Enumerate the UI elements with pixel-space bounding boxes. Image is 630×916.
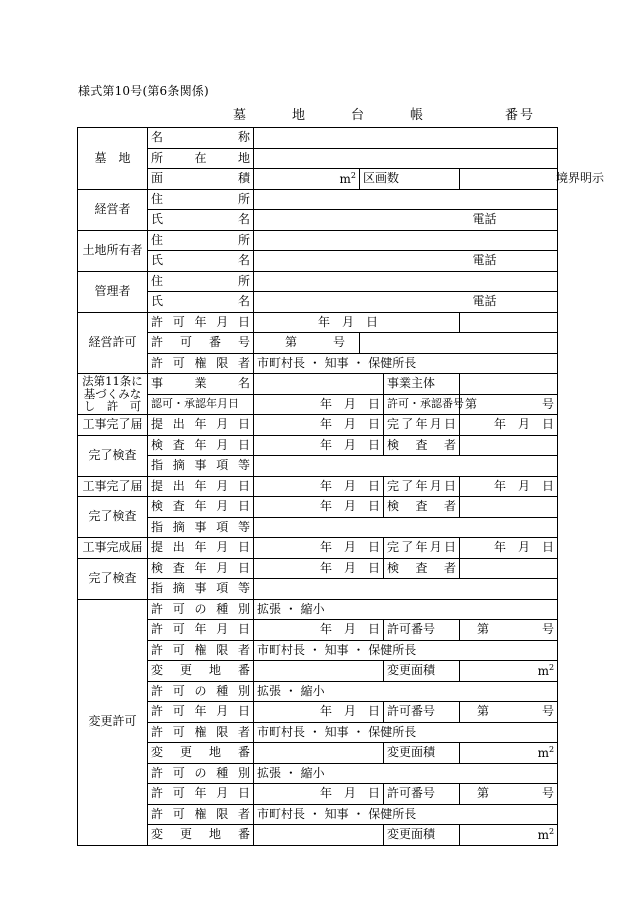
art11-approval-date-label: 認可・承認年月日: [148, 394, 254, 415]
completion-notice-2-label: 工事完了届: [78, 476, 148, 497]
operator-section-label: 経営者: [78, 189, 148, 230]
change-lot-field[interactable]: [254, 743, 384, 764]
cemetery-register-table: [77, 127, 605, 846]
inspection-2-section-label: 完了検査: [78, 497, 148, 538]
inspector-field[interactable]: [460, 558, 558, 579]
submit-date-field[interactable]: 年 月 日: [254, 476, 384, 497]
change-kind-options[interactable]: 拡張 ・ 縮小: [254, 599, 558, 620]
change-date-field[interactable]: 年 月 日: [254, 620, 384, 641]
submit-date-field[interactable]: 年 月 日: [254, 415, 384, 436]
change-date-label: 許可年月日: [148, 784, 254, 805]
art11-business-entity-field[interactable]: [460, 374, 558, 395]
landowner-name-label: 氏 名: [148, 251, 254, 272]
change-authority-options[interactable]: 市町村長 ・ 知事 ・ 保健所長: [254, 804, 558, 825]
inspection-1-date-row: [78, 435, 558, 456]
landowner-address-label: 住 所: [148, 230, 254, 251]
manager-section-label: 管理者: [78, 271, 148, 312]
sqm-unit-sup: 2: [548, 662, 555, 672]
change-lot-label: 変更地番: [148, 825, 254, 846]
number-prefix: 第: [477, 704, 490, 719]
change-3-kind-row: [78, 763, 558, 784]
art11-approval-date-field[interactable]: 年 月 日: [254, 394, 384, 415]
sqm-unit: m: [339, 171, 351, 186]
change-date-label: 許可年月日: [148, 620, 254, 641]
change-number-field[interactable]: [460, 702, 558, 723]
cemetery-boundary-label: 境界明示: [460, 169, 558, 190]
change-3-date-row: [78, 784, 558, 805]
inspector-field[interactable]: [460, 497, 558, 518]
change-lot-label: 変更地番: [148, 743, 254, 764]
remarks-field[interactable]: [254, 456, 558, 477]
change-2-date-row: [78, 702, 558, 723]
landowner-name-row: [78, 251, 558, 272]
art11-section-line1: 法第11条に: [82, 374, 143, 389]
change-lot-field[interactable]: [254, 825, 384, 846]
remarks-label: 指摘事項等: [148, 456, 254, 477]
submit-date-label: 提出年月日: [148, 538, 254, 559]
permit-authority-options[interactable]: 市町村長 ・ 知事 ・ 保健所長: [254, 353, 558, 374]
complete-date-label: 完了年月日: [384, 538, 460, 559]
manager-phone-label: 電話: [470, 292, 558, 313]
operator-name-row: [78, 210, 558, 231]
number-prefix: 第: [477, 786, 490, 801]
change-authority-options[interactable]: 市町村長 ・ 知事 ・ 保健所長: [254, 640, 558, 661]
landowner-address-field[interactable]: [254, 230, 558, 251]
inspect-date-field[interactable]: 年 月 日: [254, 558, 384, 579]
complete-date-label: 完了年月日: [384, 415, 460, 436]
change-kind-options[interactable]: 拡張 ・ 縮小: [254, 763, 558, 784]
permit-number-field[interactable]: [254, 333, 360, 354]
change-authority-label: 許可権限者: [148, 640, 254, 661]
change-1-date-row: [78, 620, 558, 641]
permit-date-field[interactable]: 年 月 日: [254, 312, 460, 333]
inspection-3-remarks-row: [78, 579, 558, 600]
change-area-label: 変更面積: [384, 661, 460, 682]
inspection-2-date-row: [78, 497, 558, 518]
complete-date-field[interactable]: 年 月 日: [460, 538, 558, 559]
change-1-kind-row: [78, 599, 558, 620]
permit-date-blank: [460, 312, 558, 333]
completion-notice-2-row: [78, 476, 558, 497]
complete-date-label: 完了年月日: [384, 476, 460, 497]
number-suffix: 号: [333, 335, 346, 350]
complete-date-field[interactable]: 年 月 日: [460, 415, 558, 436]
inspection-1-remarks-row: [78, 456, 558, 477]
remarks-label: 指摘事項等: [148, 579, 254, 600]
inspector-label: 検査者: [384, 497, 460, 518]
cemetery-name-row: [78, 128, 558, 149]
operator-name-field[interactable]: [254, 210, 470, 231]
change-area-field[interactable]: [460, 825, 558, 846]
art11-section-label: [78, 374, 148, 415]
remarks-field[interactable]: [254, 579, 558, 600]
number-suffix: 号: [542, 704, 555, 719]
sqm-unit: m: [537, 745, 549, 760]
number-suffix: 号: [542, 786, 555, 801]
change-kind-label: 許可の種別: [148, 763, 254, 784]
change-area-field[interactable]: [460, 743, 558, 764]
cemetery-location-label: 所在地: [148, 148, 254, 169]
permit-number-label: 許可番号: [148, 333, 254, 354]
landowner-phone-label: 電話: [470, 251, 558, 272]
change-kind-label: 許可の種別: [148, 681, 254, 702]
inspect-date-label: 検査年月日: [148, 558, 254, 579]
manager-name-field[interactable]: [254, 292, 470, 313]
cemetery-plots-label: 区画数: [360, 169, 460, 190]
cemetery-name-label: 名 称: [148, 128, 254, 149]
inspect-date-field[interactable]: 年 月 日: [254, 435, 384, 456]
number-prefix: 第: [477, 622, 490, 637]
operator-name-label: 氏 名: [148, 210, 254, 231]
change-authority-label: 許可権限者: [148, 722, 254, 743]
art11-business-entity-label: 事業主体: [384, 374, 460, 395]
permit-number-blank: [360, 333, 558, 354]
inspector-label: 検査者: [384, 558, 460, 579]
landowner-name-field[interactable]: [254, 251, 470, 272]
inspect-date-label: 検査年月日: [148, 497, 254, 518]
change-authority-label: 許可権限者: [148, 804, 254, 825]
art11-approval-row: [78, 394, 558, 415]
change-date-field[interactable]: 年 月 日: [254, 702, 384, 723]
sqm-unit-sup: 2: [548, 826, 555, 836]
form-id: 様式第10号(第6条関係): [78, 84, 209, 98]
change-date-label: 許可年月日: [148, 702, 254, 723]
number-suffix: 号: [542, 622, 555, 637]
completion-notice-3-label: 工事完成届: [78, 538, 148, 559]
change-number-field[interactable]: [460, 784, 558, 805]
completion-notice-1-row: [78, 415, 558, 436]
landowner-address-row: [78, 230, 558, 251]
remarks-field[interactable]: [254, 517, 558, 538]
inspection-3-section-label: 完了検査: [78, 558, 148, 599]
change-number-label: 許可番号: [384, 784, 460, 805]
submit-date-field[interactable]: 年 月 日: [254, 538, 384, 559]
operator-address-row: [78, 189, 558, 210]
cemetery-area-label: 面 積: [148, 169, 254, 190]
inspector-label: 検査者: [384, 435, 460, 456]
change-authority-options[interactable]: 市町村長 ・ 知事 ・ 保健所長: [254, 722, 558, 743]
operator-address-field[interactable]: [254, 189, 558, 210]
number-prefix: 第: [465, 396, 478, 411]
change-number-label: 許可番号: [384, 620, 460, 641]
change-3-authority-row: [78, 804, 558, 825]
sqm-unit: m: [537, 827, 549, 842]
cemetery-section-label: 墓 地: [78, 128, 148, 190]
cemetery-location-field[interactable]: [254, 148, 558, 169]
change-kind-label: 許可の種別: [148, 599, 254, 620]
completion-notice-3-row: [78, 538, 558, 559]
inspection-3-date-row: [78, 558, 558, 579]
change-2-lot-row: [78, 743, 558, 764]
change-1-authority-row: [78, 640, 558, 661]
change-2-kind-row: [78, 681, 558, 702]
change-number-label: 許可番号: [384, 702, 460, 723]
permit-section-label: 経営許可: [78, 312, 148, 374]
inspect-date-label: 検査年月日: [148, 435, 254, 456]
art11-permit-number-label: 許可・承認番号: [384, 394, 460, 415]
document-title: 墓地台帳: [233, 108, 470, 123]
inspection-1-section-label: 完了検査: [78, 435, 148, 476]
submit-date-label: 提出年月日: [148, 415, 254, 436]
art11-section-line2: 基づくみな: [83, 386, 142, 401]
number-suffix: 号: [542, 396, 555, 411]
permit-authority-row: [78, 353, 558, 374]
sqm-unit-sup: 2: [548, 744, 555, 754]
inspect-date-field[interactable]: 年 月 日: [254, 497, 384, 518]
change-date-field[interactable]: 年 月 日: [254, 784, 384, 805]
change-1-lot-row: [78, 661, 558, 682]
permit-authority-label: 許可権限者: [148, 353, 254, 374]
change-number-field[interactable]: [460, 620, 558, 641]
manager-address-label: 住 所: [148, 271, 254, 292]
change-area-label: 変更面積: [384, 825, 460, 846]
art11-business-name-field[interactable]: [254, 374, 384, 395]
permit-number-row: [78, 333, 558, 354]
cemetery-area-field[interactable]: [254, 169, 360, 190]
art11-business-row: [78, 374, 558, 395]
number-label: 番号: [505, 108, 536, 123]
manager-address-field[interactable]: [254, 271, 558, 292]
operator-address-label: 住 所: [148, 189, 254, 210]
landowner-section-label: 土地所有者: [78, 230, 148, 271]
sqm-unit-sup: 2: [350, 170, 356, 180]
cemetery-name-field[interactable]: [254, 128, 558, 149]
cemetery-location-row: [78, 148, 558, 169]
remarks-label: 指摘事項等: [148, 517, 254, 538]
manager-name-label: 氏 名: [148, 292, 254, 313]
submit-date-label: 提出年月日: [148, 476, 254, 497]
number-prefix: 第: [285, 335, 298, 350]
inspection-2-remarks-row: [78, 517, 558, 538]
change-area-label: 変更面積: [384, 743, 460, 764]
completion-notice-1-label: 工事完了届: [78, 415, 148, 436]
change-2-authority-row: [78, 722, 558, 743]
complete-date-field[interactable]: 年 月 日: [460, 476, 558, 497]
inspector-field[interactable]: [460, 435, 558, 456]
operator-phone-label: 電話: [470, 210, 558, 231]
change-section-label: 変更許可: [78, 599, 148, 845]
sqm-unit: m: [537, 663, 549, 678]
change-kind-options[interactable]: 拡張 ・ 縮小: [254, 681, 558, 702]
change-lot-field[interactable]: [254, 661, 384, 682]
permit-date-row: [78, 312, 558, 333]
manager-name-row: [78, 292, 558, 313]
cemetery-area-row: [78, 169, 558, 190]
permit-date-label: 許可年月日: [148, 312, 254, 333]
change-area-field[interactable]: [460, 661, 558, 682]
art11-section-line3: し 許 可: [83, 399, 142, 414]
change-lot-label: 変更地番: [148, 661, 254, 682]
art11-permit-number-field[interactable]: [460, 394, 558, 415]
change-3-lot-row: [78, 825, 558, 846]
manager-address-row: [78, 271, 558, 292]
art11-business-name-label: 事業名: [148, 374, 254, 395]
